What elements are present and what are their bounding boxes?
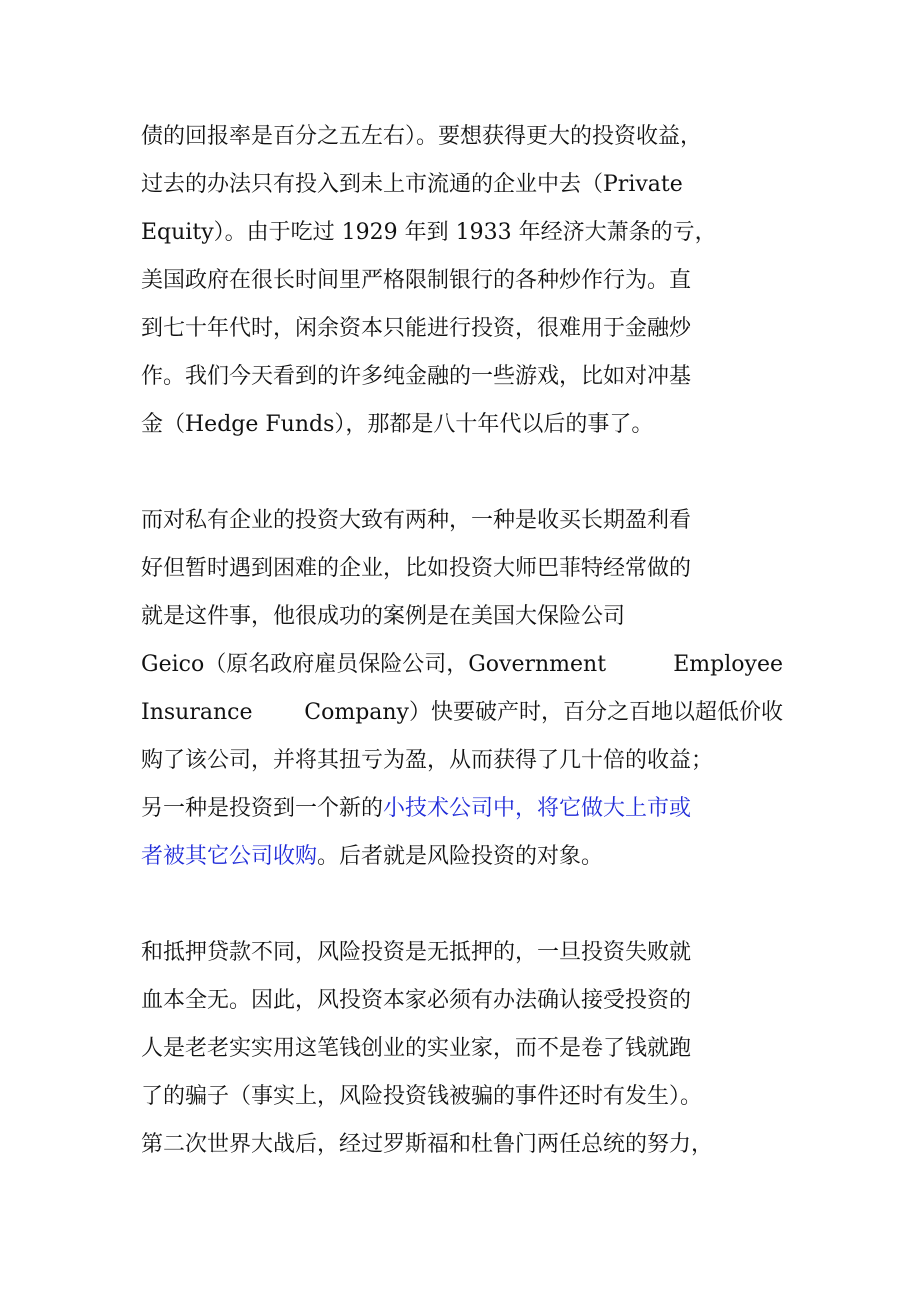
- paragraph-1-line-1: 债的回报率是百分之五左右）。要想获得更大的投资收益，: [141, 124, 703, 149]
- line-4-part-1: Geico（原名政府雇员保险公司，Government: [141, 652, 607, 677]
- line-5-part-1: Insurance: [141, 700, 253, 725]
- line-5-part-2: Company）快要破产时，百分之百地以超低价收: [304, 700, 783, 725]
- paragraph-1-line-2: 过去的办法只有投入到未上市流通的企业中去（Private: [141, 172, 683, 197]
- line-4-part-2: Employee: [673, 652, 783, 677]
- paragraph-2-line-6: 购了该公司，并将其扭亏为盈，从而获得了几十倍的收益；: [141, 748, 714, 773]
- line-7-prefix: 另一种是投资到一个新的: [141, 796, 384, 821]
- paragraph-1-line-4: 美国政府在很长时间里严格限制银行的各种炒作行为。直: [141, 268, 692, 293]
- hyperlink-text-part-2[interactable]: 者被其它公司收购: [141, 844, 318, 869]
- line-8-suffix: 。后者就是风险投资的对象。: [317, 844, 604, 869]
- paragraph-3-line-1: 和抵押贷款不同，风险投资是无抵押的，一旦投资失败就: [141, 940, 692, 965]
- paragraph-3-line-3: 人是老老实实用这笔钱创业的实业家，而不是卷了钱就跑: [141, 1036, 692, 1061]
- paragraph-2-line-8: [141, 842, 783, 882]
- paragraph-3-line-2: 血本全无。因此，风投资本家必须有办法确认接受投资的: [141, 988, 692, 1013]
- paragraph-1-line-5: 到七十年代时，闲余资本只能进行投资，很难用于金融炒: [141, 316, 692, 341]
- paragraph-3-line-4: 了的骗子（事实上，风险投资钱被骗的事件还时有发生）。: [141, 1084, 703, 1109]
- paragraph-1-line-7: 金（Hedge Funds），那都是八十年代以后的事了。: [141, 412, 654, 437]
- paragraph-3-line-5: 第二次世界大战后，经过罗斯福和杜鲁门两任总统的努力，: [141, 1132, 714, 1157]
- paragraph-2-line-2: 好但暂时遇到困难的企业，比如投资大师巴菲特经常做的: [141, 556, 692, 581]
- paragraph-1-line-3: Equity）。由于吃过 1929 年到 1933 年经济大萧条的亏，: [141, 220, 717, 245]
- paragraph-2-line-4: [141, 650, 783, 690]
- paragraph-1-line-6: 作。我们今天看到的许多纯金融的一些游戏，比如对冲基: [141, 364, 692, 389]
- hyperlink-text-part-1[interactable]: 小技术公司中，将它做大上市或: [383, 796, 692, 821]
- paragraph-2-line-1: 而对私有企业的投资大致有两种，一种是收买长期盈利看: [141, 508, 692, 533]
- paragraph-2-line-3: 就是这件事，他很成功的案例是在美国大保险公司: [141, 604, 626, 629]
- paragraph-2-line-7: [141, 794, 783, 834]
- paragraph-2-line-5: [141, 698, 783, 738]
